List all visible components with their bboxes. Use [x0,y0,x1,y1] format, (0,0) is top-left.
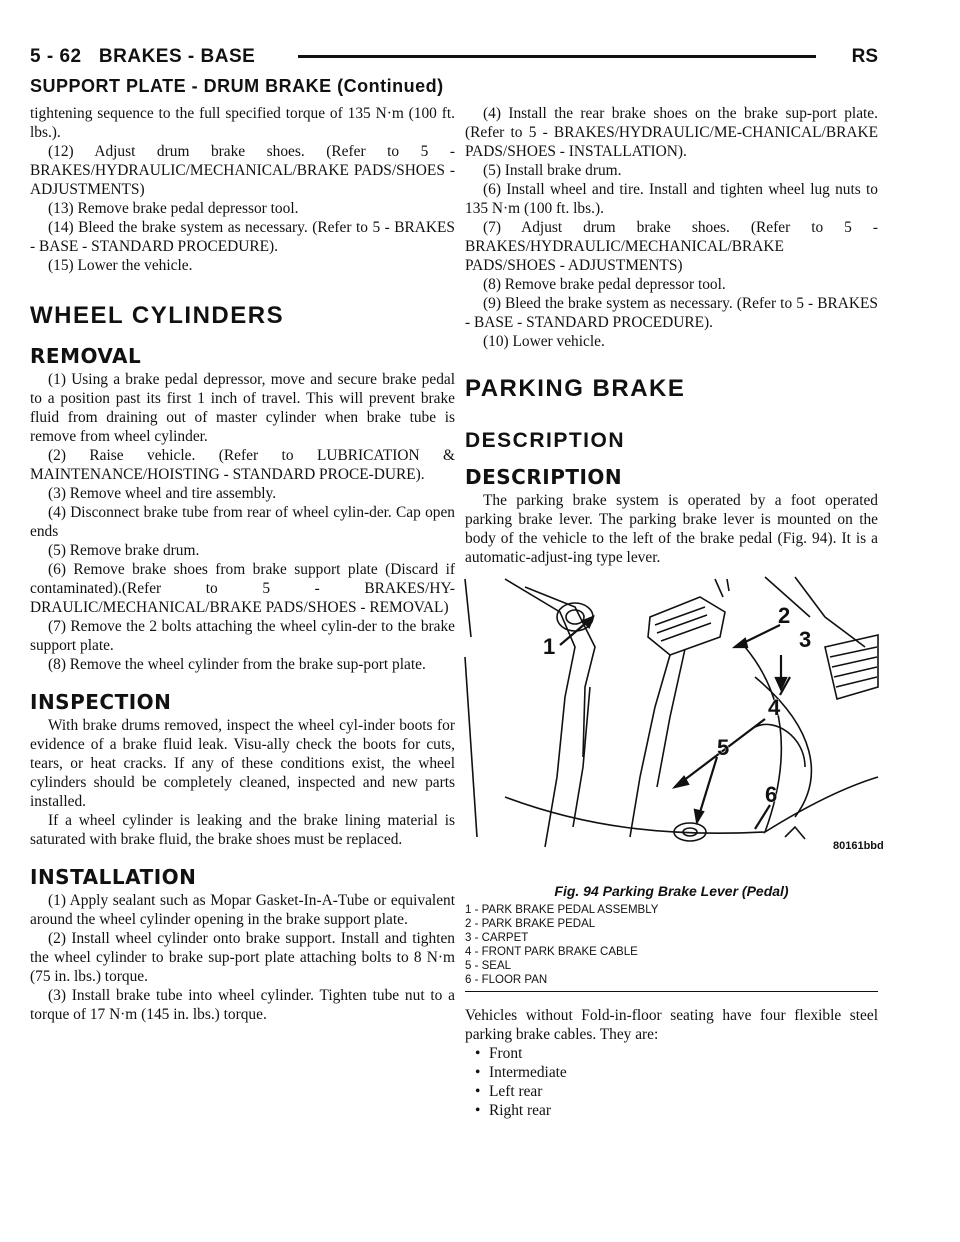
paragraph: (10) Lower vehicle. [483,333,605,350]
legend-item: 4 - FRONT PARK BRAKE CABLE [465,946,638,958]
legend-item: 5 - SEAL [465,960,512,972]
right-column [465,104,884,1120]
paragraph: (6) Install wheel and tire. Install and tighten wheel lug nuts to 135 N·m (100 ft. lbs.). [465,181,878,217]
paragraph: (1) Apply sealant such as Mopar Gasket-In-A-Tube or equivalent around the wheel cylinder opening in the brake support plate. [30,892,455,928]
paragraph: (15) Lower the vehicle. [48,257,193,274]
cable-list [465,1044,878,1120]
paragraph: tightening sequence to the full specified torque of 135 N·m (100 ft. lbs.). [30,105,455,141]
list-item: • Front [475,1045,523,1062]
paragraph: (7) Remove the 2 bolts attaching the wheel cylin-der to the brake support plate. [30,618,455,654]
callout-3: 3 [799,627,812,652]
left-column [30,104,455,1024]
paragraph: If a wheel cylinder is leaking and the brake lining material is saturated with brake fluid, the brake shoes must be replaced. [30,812,455,848]
parking-brake-illustration [465,577,884,862]
paragraph: (3) Remove wheel and tire assembly. [48,485,277,502]
paragraph: Vehicles without Fold-in-floor seating have four flexible steel parking brake cables. They are: [465,1007,878,1043]
callout-4: 4 [768,695,781,720]
paragraph: (7) Adjust drum brake shoes. (Refer to 5 - BRAKES/HYDRAULIC/MECHANICAL/BRAKE PADS/SHOES - ADJUSTMENTS) [465,219,878,274]
continued-title: SUPPORT PLATE - DRUM BRAKE (Continued) [30,76,444,96]
paragraph: (4) Disconnect brake tube from rear of wheel cylin-der. Cap open ends [30,504,455,540]
paragraph: (5) Remove brake drum. [48,542,200,559]
paragraph: (2) Raise vehicle. (Refer to LUBRICATION & MAINTENANCE/HOISTING - STANDARD PROCE-DURE). [30,447,455,483]
subheading-description: DESCRIPTION [465,465,623,489]
paragraph: (6) Remove brake shoes from brake support plate (Discard if contaminated).(Refer to 5 - BRAKES/HY-DRAULIC/MECHANICAL/BRAKE PADS/SHOES - REMOVAL) [30,561,455,616]
paragraph: With brake drums removed, inspect the wheel cyl-inder boots for evidence of a brake fluid leak. Visu-ally check the boots for cuts, tears, or heat cracks. If any of these conditions exist, the wheel cylinders should be completely cleaned, inspected and new parts installed. [30,717,455,810]
figure-code: 80161bbd [833,840,884,852]
model-code: RS [851,46,878,67]
paragraph: (13) Remove brake pedal depressor tool. [48,200,299,217]
paragraph: (1) Using a brake pedal depressor, move and secure brake pedal to a position past its first 1 inch of travel. This will prevent brake fluid from draining out of master cylinder when brake tube is remove from wheel cylinder. [30,371,455,445]
page-header [30,46,878,66]
paragraph: (14) Bleed the brake system as necessary. (Refer to 5 - BRAKES - BASE - STANDARD PROCEDURE). [30,219,455,255]
list-item: • Right rear [475,1102,551,1119]
heading-installation: INSTALLATION [30,865,197,889]
heading-removal: REMOVAL [30,344,142,368]
paragraph: (9) Bleed the brake system as necessary. (Refer to 5 - BRAKES - BASE - STANDARD PROCEDURE). [465,295,878,331]
paragraph: (5) Install brake drum. [483,162,622,179]
bullet-icon: • [475,1064,481,1081]
page-number-section: 5 - 62 BRAKES - BASE [30,46,256,67]
figure-legend [465,903,878,987]
callout-1: 1 [543,634,556,659]
paragraph: (8) Remove brake pedal depressor tool. [483,276,726,293]
legend-item: 1 - PARK BRAKE PEDAL ASSEMBLY [465,904,659,916]
paragraph: The parking brake system is operated by a foot operated parking brake lever. The parking brake lever is mounted on the body of the vehicle to the left of the brake pedal (Fig. 94). It is a automatic-adjust-ing type lever. [465,492,878,566]
legend-item: 3 - CARPET [465,932,529,944]
figure-caption: Fig. 94 Parking Brake Lever (Pedal) [554,883,789,899]
list-item: • Left rear [475,1083,543,1100]
callout-2: 2 [778,603,791,628]
figure-rule [465,991,878,992]
legend-item: 6 - FLOOR PAN [465,974,548,986]
paragraph: (3) Install brake tube into wheel cylinder. Tighten tube nut to a torque of 17 N·m (145 in. lbs.) torque. [30,987,455,1023]
heading-description: DESCRIPTION [465,429,626,452]
legend-item: 2 - PARK BRAKE PEDAL [465,918,596,930]
bullet-icon: • [475,1045,481,1062]
callout-6: 6 [765,782,778,807]
bullet-icon: • [475,1102,481,1119]
heading-inspection: INSPECTION [30,690,172,714]
header-rule [298,55,816,58]
section-title-wheel-cylinders: WHEEL CYLINDERS [30,302,285,329]
bullet-icon: • [475,1083,481,1100]
section-title-parking-brake: PARKING BRAKE [465,375,686,402]
list-item: • Intermediate [475,1064,567,1081]
callout-5: 5 [717,735,730,760]
figure-parking-brake [465,577,884,877]
paragraph: (4) Install the rear brake shoes on the brake sup-port plate. (Refer to 5 - BRAKES/HYDRAULIC/ME-CHANICAL/BRAKE PADS/SHOES - INSTALLATION). [465,105,878,160]
paragraph: (12) Adjust drum brake shoes. (Refer to 5 - BRAKES/HYDRAULIC/MECHANICAL/BRAKE PADS/SHOES - ADJUSTMENTS) [30,143,455,198]
paragraph: (8) Remove the wheel cylinder from the brake sup-port plate. [48,656,426,673]
paragraph: (2) Install wheel cylinder onto brake support. Install and tighten the wheel cylinder to brake sup-port plate attaching bolts to 8 N·m (75 in. lbs.) torque. [30,930,455,985]
